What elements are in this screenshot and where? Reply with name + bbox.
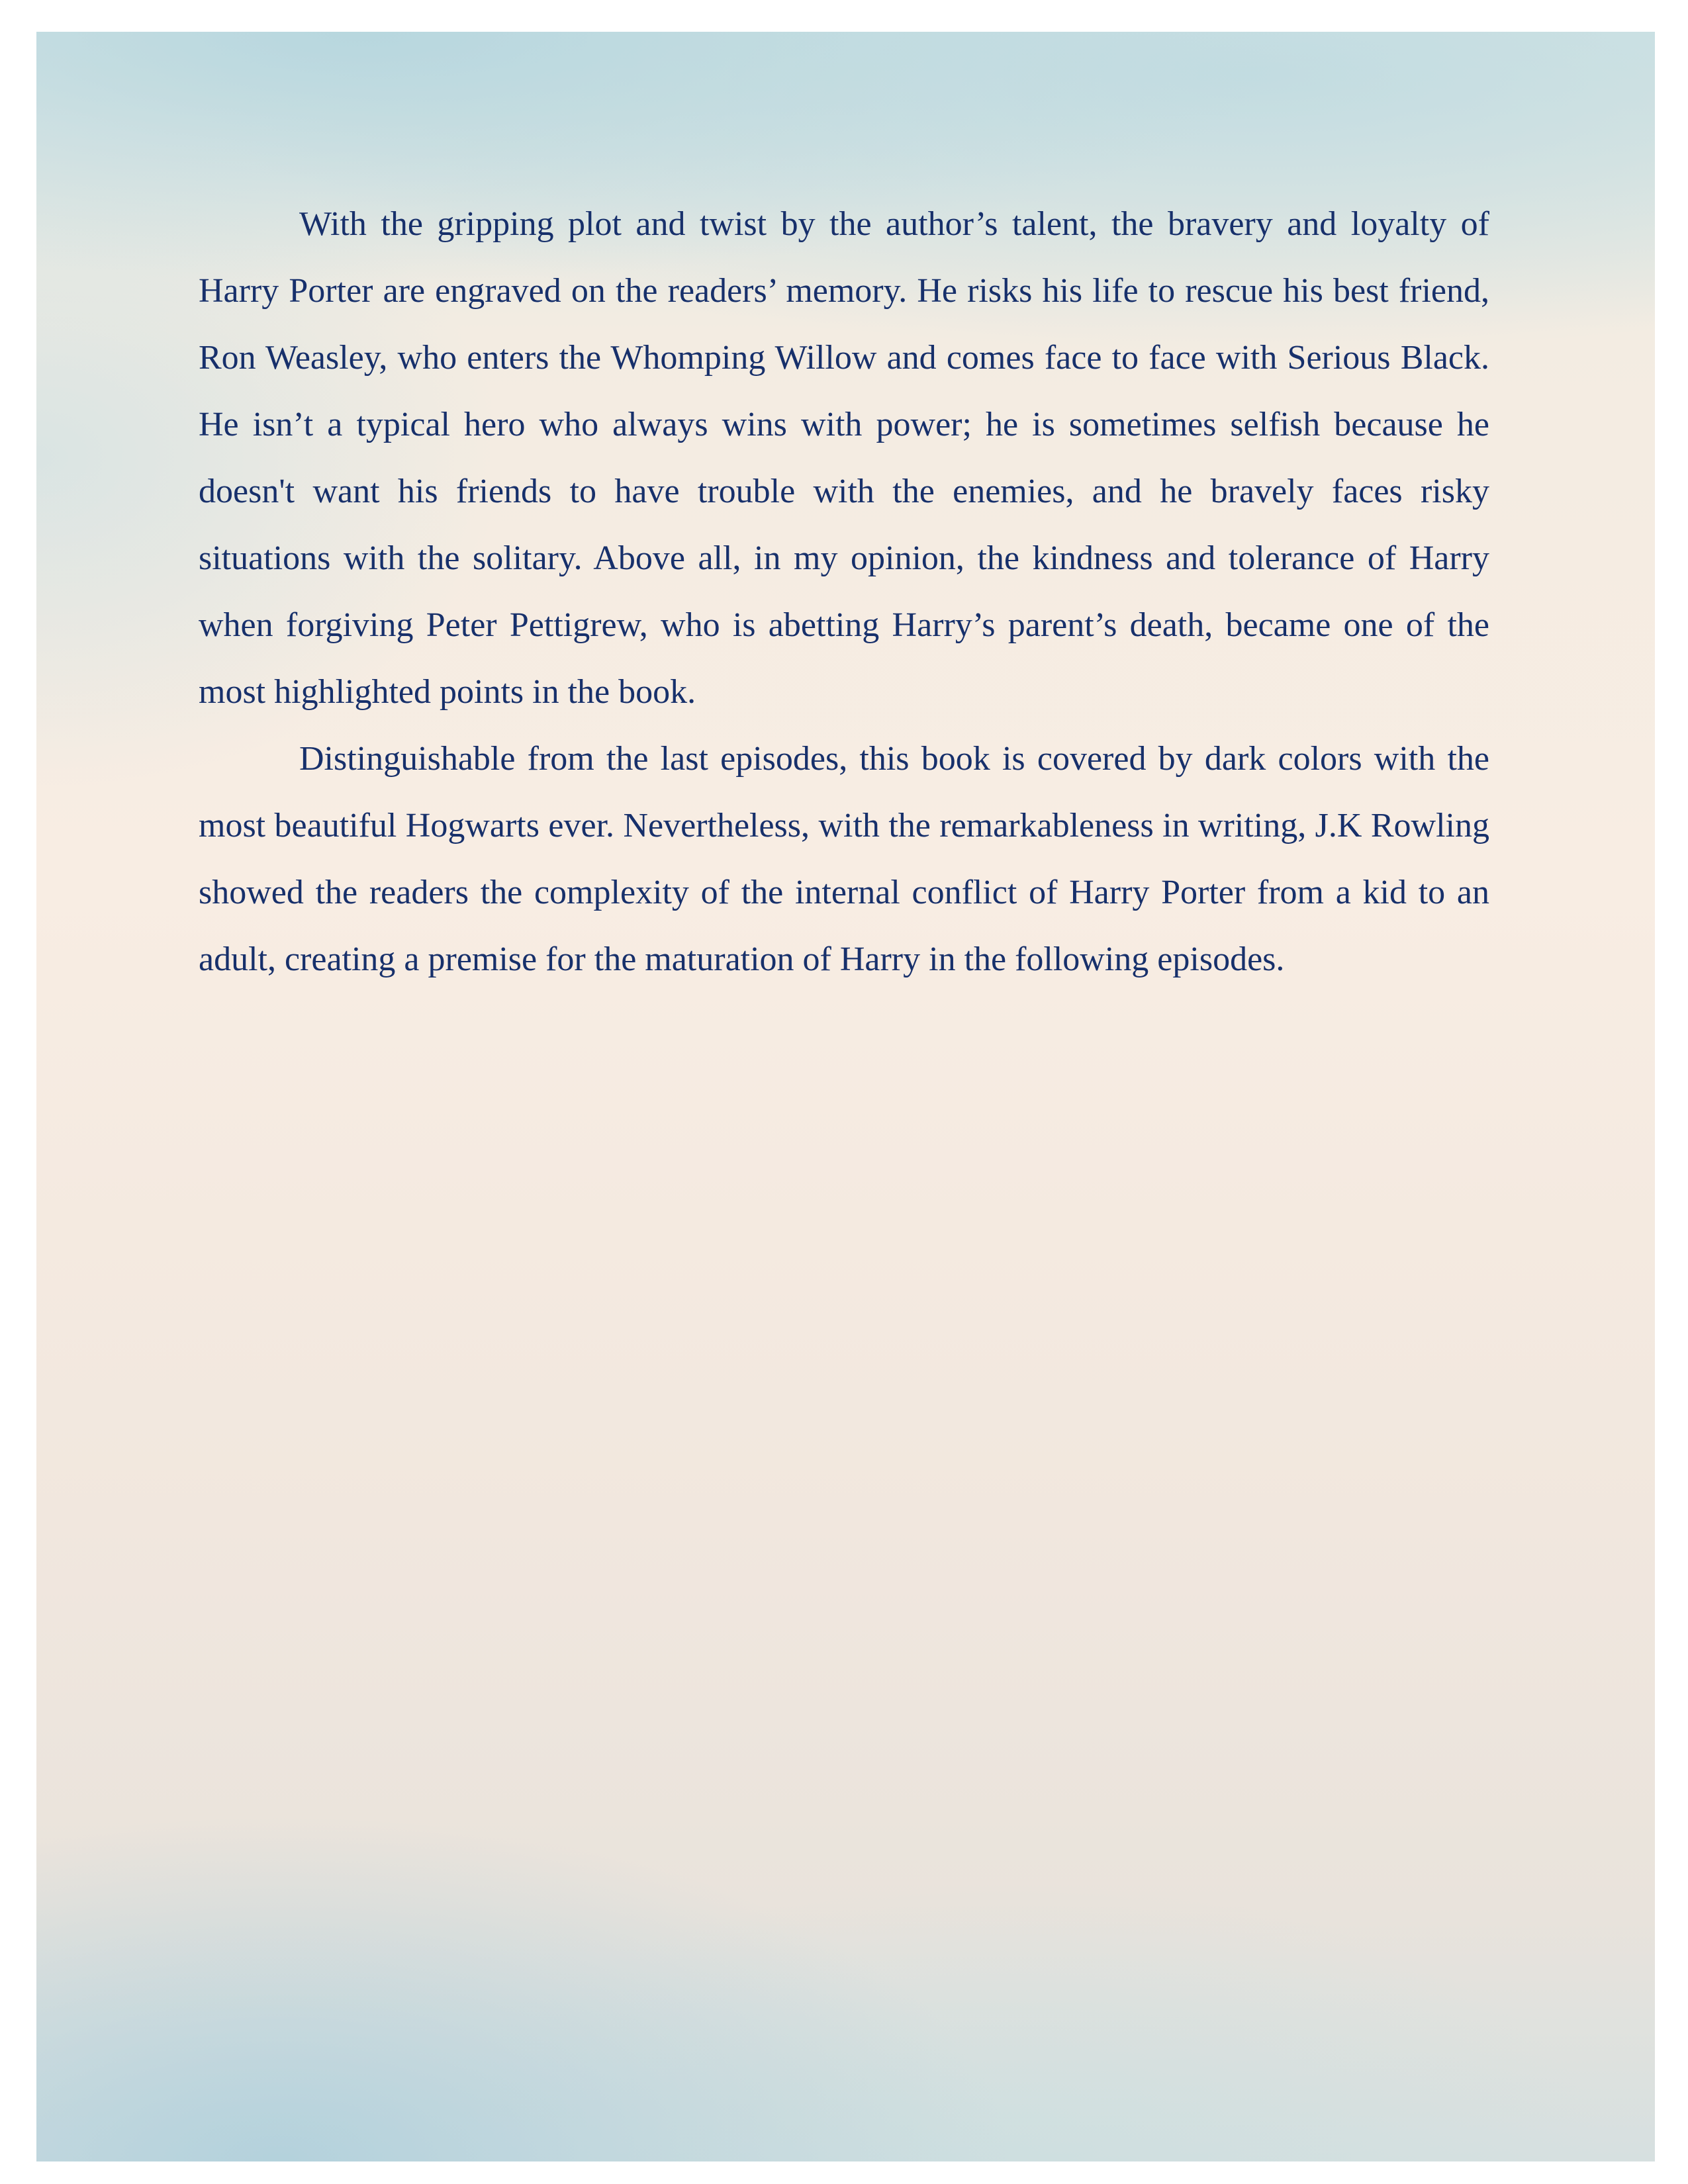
paragraph-1: With the gripping plot and twist by the author’s talent, the bravery and loyalty of Harry Porter are engraved on the readers’ memory. He risks his life to rescue his best friend, Ron Weasley, who enters the Whomping Willow and comes face to face with Serious Black. He isn’t a typical hero who always wins with power; he is sometimes selfish because he doesn't want his friends to have trouble with the enemies, and he bravely faces risky situations with the solitary. Above all, in my opinion, the kindness and tolerance of Harry when forgiving Peter Pettigrew, who is abetting Harry’s parent’s death, became one of the most highlighted points in the book. — [199, 205, 1489, 711]
document-page — [36, 32, 1655, 2161]
document-body — [199, 191, 1489, 993]
paragraph-2: Distinguishable from the last episodes, this book is covered by dark colors with the most beautiful Hogwarts ever. Nevertheless, with the remarkableness in writing, J.K Rowling showed the readers the complexity of the internal conflict of Harry Porter from a kid to an adult, creating a premise for the maturation of Harry in the following episodes. — [199, 740, 1489, 978]
